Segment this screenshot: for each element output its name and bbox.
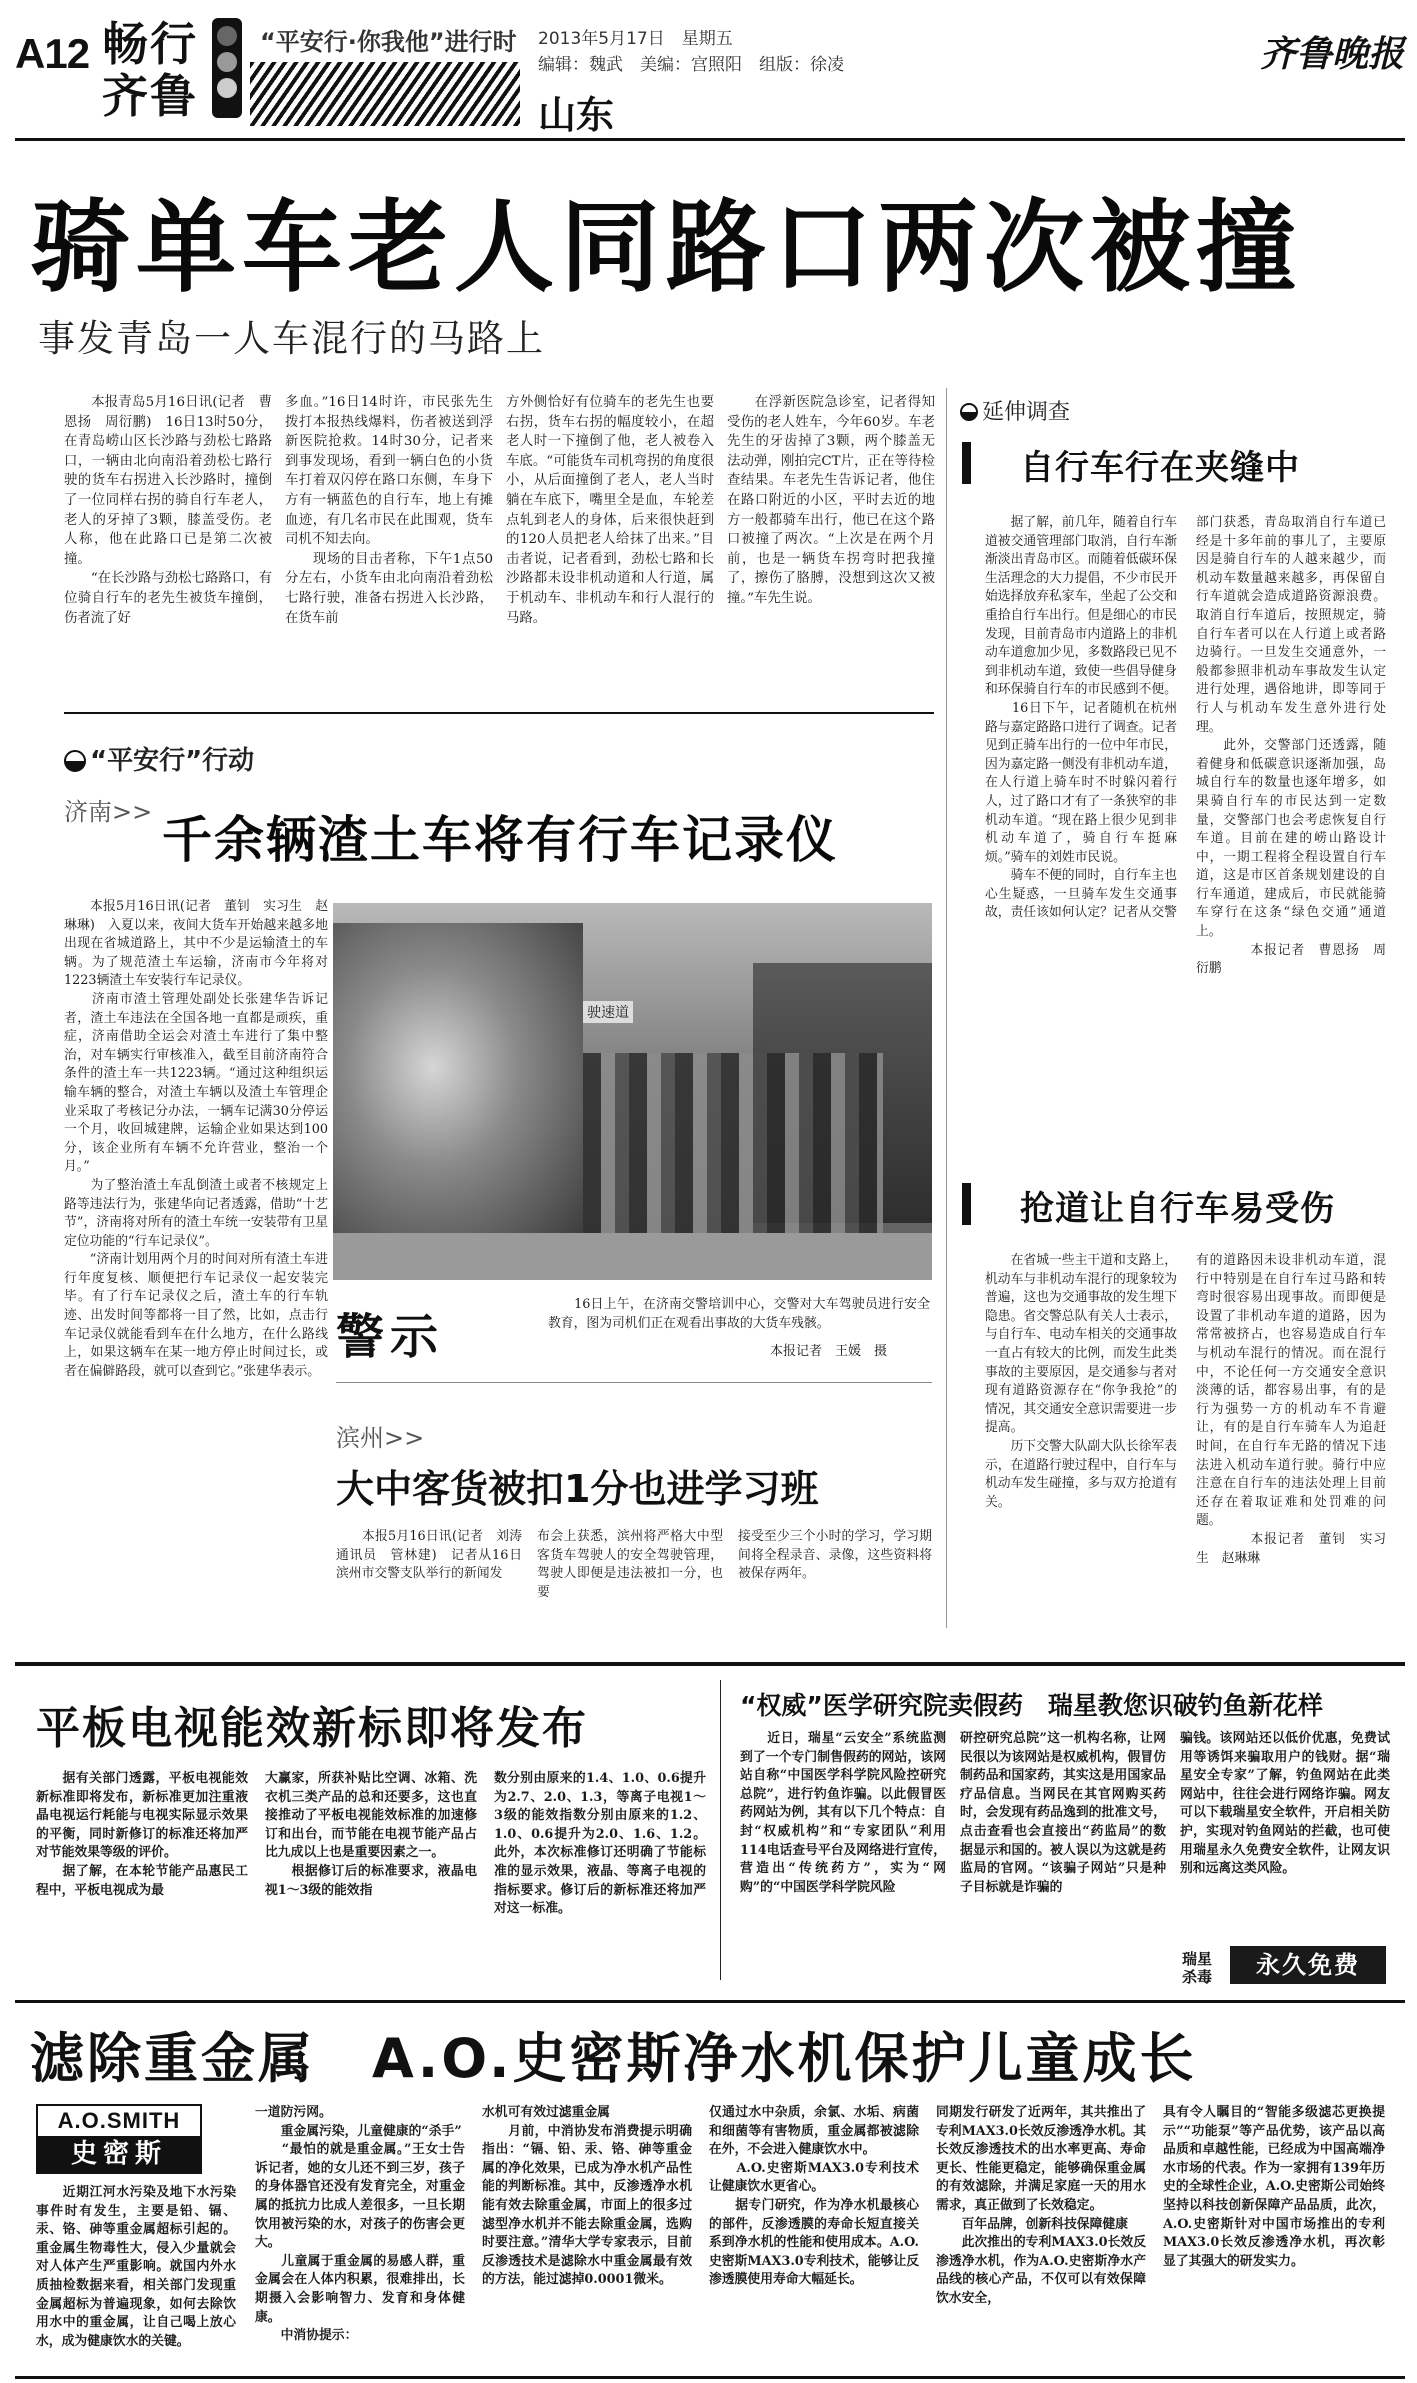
subhead-bar [962,1183,971,1225]
page-number: A12 [15,30,90,77]
extend-body-2a: 在省城一些主干道和支路上，机动车与非机动车混行的现象较为普遍，这也为交通事故的发生埋下隐患。省交警总队有关人士表示，与自行车、电动车相关的交通事故一直占有较大的比例，而发生此类事故的主要原因，是交通参与者对现有道路资源存在“你争我抢”的情况，其交通安全意识需要进一步提高。 历下交警大队副大队长徐军表示，在道路行驶过程中，自行车与机动车发生碰撞，多与双方抢道有关。 [985,1253,1177,1510]
binzhou-headline: 大中客货被扣1分也进学习班 [336,1467,819,1511]
ad-mid-rule [15,2000,1405,2003]
ad3-title: 滤除重金属 A.O.史密斯净水机保护儿童成长 [30,2027,1197,2090]
traffic-light-icon [212,18,242,118]
ad3-logo-bottom: 史密斯 [70,2139,167,2169]
column-divider [946,388,947,1628]
masthead-rule [15,138,1405,141]
tag-bullet-icon [960,403,978,421]
lead-column-3: 方外侧恰好有位骑车的老先生也要右拐，货车右拐的幅度较小，在超老人时一下撞倒了他，老人被卷入车底。“可能货车司机弯拐的角度很小，从后面撞倒了老人，老人当时躺在车底下，嘴里全是血，车轮差点轧到老人的身体，后来很快赶到的120人员把老人给抹了出来。”目击者说，记者看到，劲松七路和长沙路都未设非机动道和人行道，属于机动车、非机动车和行人混行的马路。 [506,395,714,626]
binzhou-column-3: 接受至少三个小时的学习，学习期间将全程录音、录像，这些资料将被保存两年。 [738,1529,932,1582]
pingan-place: 济南>> [64,798,153,826]
photo-sign-label: 驶速道 [583,1001,633,1023]
section-name: 畅行齐鲁 [102,17,198,123]
column-tag: “平安行·你我他”进行时 [260,28,517,56]
lead-column-1: 本报青岛5月16日讯(记者 曹恩扬 周衍鹏) 16日13时50分，在青岛崂山区长沙路与劲松七路路口，一辆由北向南沿着劲松七路行驶的货车右拐进入长沙路时，撞倒了一位同样右拐的骑自行车老人，老人的牙掉了3颗，膝盖受伤。老人称，他在此路口已是第二次被撞。 “在长沙路与劲松七路路口，有位骑自行车的老先生被货车撞倒，伤者流了好 [64,395,272,626]
ad3-column-2: 一道防污网。 重金属污染，儿童健康的“杀手” “最怕的就是重金属。”王女士告诉记者，她的女儿还不到三岁，孩子的身体器官还没有发育完全，对重金属的抵抗力比成人差很多，一旦长期饮用被污染的水，对孩子的伤害会更大。 儿童属于重金属的易感人群，重金属会在人体内积累，很难排出，长期摄入会影响智力、发育和身体健康。 中消协提示： [255,2105,465,2344]
masthead-stripes [250,62,520,126]
truck-wreck-left [333,923,583,1243]
ad1-column-3: 数分别由原来的1.4、1.0、0.6提升为2.7、2.0、1.3，等离子电视1～3级的能效指数分别由原来的1.2、1.0、0.6提升为2.0、1.6、1.2。此外，本次标准修订还明确了节能标准的显示效果，液晶、等离子电视的指标要求。修订后的新标准还将加严对这一标准。 [494,1771,706,1917]
extend-tag: 延伸调查 [960,395,1070,426]
lead-column-4: 在浮新医院急诊室，记者得知受伤的老人姓车，今年60岁。车老先生的牙齿掉了3颗，两个膝盖无法动弹，刚拍完CT片，正在等待检查结果。车老先生告诉记者，他住在路口附近的小区，平时去近的地方一般都骑车出行，他已在这个路口被撞了两次。“上次是在两个月前，也是一辆货车拐弯时把我撞了，擦伤了胳膊，没想到这次又被撞。”车先生说。 [727,395,935,606]
extend-subhead-2: 抢道让自行车易受伤 [1020,1189,1335,1229]
ad1-title: 平板电视能效新标即将发布 [36,1703,588,1754]
ad3-column-5: 同期发行研发了近两年，其共推出了专利MAX3.0长效反渗透净水机。其长效反渗透技术的出水率更高、寿命更长、性能更稳定，能够确保重金属的有效滤除，并满足家庭一天的用水需求，真正做到了长效稳定。 百年品牌，创新科技保障健康 此次推出的专利MAX3.0长效反渗透净水机，作为A.O.史密斯净水产品线的核心产品，不仅可以有效保障饮水安全， [936,2105,1146,2306]
ad2-column-2: 研控研究总院”这一机构名称，让网民很以为该网站是权威机构，假冒仿制药品和国家药，其实这是用国家品疗品信息。当网民在其官网购买药时，会发现有药品逸到的批准文号，点击查看也会直接出“药监局”的数据显示和国的。被人误以为这就是药监局的官网。“该骗子网站”只是种子目标就是诈骗的 [960,1731,1166,1895]
extend-body-2b: 有的道路因未设非机动车道，混行中特别是在自行车过马路和转弯时很容易出现事故。而即便是设置了非机动车道的道路，因为常常被挤占，也容易造成自行车与机动车混行的情况。而在混行中，不论任何一方交通安全意识淡薄的话，都容易出事，有的是行为强势一方的机动车不肯避让，有的是自行车骑车人为追赶时间，在自行车无路的情况下违法进入机动车道行驶。骑行中应注意在自行车的违法处理上目前还存在着取证难和处罚难的问题。 本报记者 董钊 实习生 赵琳琳 [1196,1253,1386,1566]
lead-subheadline: 事发青岛一人车混行的马路上 [38,317,545,360]
masthead [0,0,1417,150]
ad3-column-4: 仅通过水中杂质，余氯、水垢、病菌和细菌等有害物质，重金属都被滤除在外，不会进入健康饮水中。 A.O.史密斯MAX3.0专利技术让健康饮水更省心。 据专门研究，作为净水机最核心的部件，反渗透膜的寿命长短直接关系到净水机的性能和使用成本。A.O.史密斯MAX3.0专利技术，能够让反渗透膜使用寿命大幅延长。 [709,2105,919,2288]
ad1-column-2: 大赢家，所获补贴比空调、冰箱、洗衣机三类产品的总和还要多，这也直接推动了平板电视能效标准的加速修订和出台，而节能在电视节能产品占比九成以上也是重要因素之一。 根据修订后的标准要求，液晶电视1～3级的能效指 [265,1771,477,1898]
extend-subhead-1: 自行车行在夹缝中 [1020,448,1300,488]
pingan-headline: 千余辆渣土车将有行车记录仪 [162,811,838,869]
subhead-bar [962,442,971,484]
ad2-logo: 永久免费 [1230,1946,1386,1984]
binzhou-column-1: 本报5月16日讯(记者 刘涛 通讯员 管林建) 记者从16日滨州市交警支队举行的新闻发 [336,1529,535,1582]
ad2-column-3: 骗钱。该网站还以低价优惠，免费试用等诱饵来骗取用户的钱财。据“瑞星安全专家”了解，钓鱼网站在此类网站中，往往会进行网络诈骗。网友可以下载瑞星安全软件，开启相关防护，实现对钓鱼网站的拦截，也可使用瑞星永久免费安全软件，让网友识别和远离这类风险。 [1180,1731,1390,1877]
crowd [583,1053,883,1233]
ad1-column-1: 据有关部门透露，平板电视能效新标准即将发布，新标准更加注重液晶电视运行耗能与电视实际显示效果的平衡，同时新修订的标准还将加严对节能效果等级的评价。 据了解，在本轮节能产品惠民工程中，平板电视成为最 [36,1771,248,1898]
photo-caption: 16日上午，在济南交警培训中心，交警对大车驾驶员进行安全教育，图为司机们正在观看出事故的大货车残骸。 [548,1297,930,1331]
issue-date: 2013年5月17日 星期五 [538,29,733,49]
photo-rule [336,1382,932,1383]
binzhou-column-2: 布会上获悉，滨州将严格大中型客货车驾驶人的安全驾驶管理，驾驶人即便是违法被扣一分，也要 [537,1529,723,1600]
ad-frame-bottom [15,2376,1405,2379]
paper-logo: 齐鲁晚报 [1260,33,1405,75]
warning-photo [333,903,932,1280]
lead-headline: 骑单车老人同路口两次被撞 [30,189,1302,306]
photo-title: 警示 [336,1309,445,1365]
ad2-column-1: 近日，瑞星“云安全”系统监测到了一个专门制售假药的网站，该网站自称“中国医学科学院风险控研究总院”，进行钓鱼诈骗。以此假冒医药网站为例，其有以下几个特点：自封“权威机构”和“专家团队”利用114电话查号平台及网络进行宣传，营造出“传统药方”，实为“网购”的“中国医学科学院风险 [740,1731,946,1895]
ad2-title: “权威”医学研究院卖假药 瑞星教您识破钓鱼新花样 [740,1691,1323,1720]
pingan-tag: “平安行”行动 [64,740,254,777]
ground [333,1233,932,1280]
binzhou-place: 滨州>> [336,1424,425,1452]
extend-body-1b: 部门获悉，青岛取消自行车道已经是十多年前的事儿了，主要原因是骑自行车的人越来越少，而机动车数量越来越多，再保留自行车道就会造成道路资源浪费。取消自行车道后，按照规定，骑自行车者可以在人行道上或者路边骑行。一旦发生交通意外，一般都参照非机动车事故发生认定进行处理，遇俗地讲，即等同于行人与机动车发生意外进行处理。 此外，交警部门还透露，随着健身和低碳意识逐渐加强，岛城自行车的数量也逐年增多，如果骑自行车的市民达到一定数量，交警部门也会考虑恢复自行车道。目前在建的崂山路设计中，一期工程将全程设置自行车道，这是市区首条规划建设的自行车通道，建成后，市民就能骑车穿行在这条“绿色交通”通道上。 本报记者 曹恩扬 周衍鹏 [1196,515,1386,977]
ad3-logo-top: A.O.SMITH [38,2106,200,2136]
lead-bottom-rule [64,712,934,714]
ad-frame-top [15,1662,1405,1666]
extend-body-1a: 据了解，前几年，随着自行车道被交通管理部门取消，自行车渐渐淡出青岛市区。而随着低碳环保生活理念的大力提倡，不少市民开始选择放弃私家车，坐起了公交和重拾自行车出行。但是细心的市民发现，目前青岛市内道路上的非机动车道愈加少见，多数路段已见不到非机动车道，致使一些倡导健身和环保骑自行车的市民感到不便。 16日下午，记者随机在杭州路与嘉定路路口进行了调查。记者见到正骑车出行的一位中年市民，因为嘉定路一侧没有非机动车道，在人行道上骑车时不时躲闪着行人，过了路口才有了一条狭窄的非机动车道。“现在路上很少见到非机动车道了，骑自行车挺麻烦。”骑车的刘姓市民说。 骑车不便的同时，自行车主也心生疑惑，一旦骑车发生交通事故，责任该如何认定？记者从交警 [985,515,1177,921]
ad-divider [720,1680,721,1980]
staff-credits: 编辑：魏武 美编：宫照阳 组版：徐凌 [538,55,844,75]
ad3-column-6: 具有令人瞩目的“智能多级滤芯更换提示”“功能泵”等产品优势，该产品以高品质和卓越性能，已经成为中国高端净水市场的代表。作为一家拥有139年历史的全球性企业，A.O.史密斯公司始终坚持以科技创新保障产品品质，此次，A.O.史密斯针对中国市场推出的专利MAX3.0长效反渗透净水机，再次彰显了其强大的研发实力。 [1163,2105,1385,2269]
pingan-body: 本报5月16日讯(记者 董钊 实习生 赵琳琳) 入夏以来，夜间大货车开始越来越多地出现在省城道路上，其中不少是运输渣土的车辆。为了规范渣土车运输，济南市今年将对1223辆渣土车安装行车记录仪。 济南市渣土管理处副处长张建华告诉记者，渣土车违法在全国各地一直都是顽疾，重症，济南借助全运会对渣土车进行了集中整治，对车辆实行审核准入，截至目前济南符合条件的渣土车一共1223辆。“通过这种组织运输车辆的整合，对渣土车辆以及渣土车管理企业采取了考核记分办法，一辆车记满30分停运一个月，收回城建牌，运输企业如果达到100分，该企业所有车辆不允许营业，整治一个月。” 为了整治渣土车乱倒渣土或者不核规定上路等违法行为，张建华向记者透露，借助“十艺节”，济南将对所有的渣土车统一安装带有卫星定位功能的“行车记录仪”。 “济南计划用两个月的时间对所有渣土车进行年度复核、顺便把行车记录仪一起安装完毕。有了行车记录仪之后，渣土车的行车轨迹、出发时间等都将一目了然，比如，点击行车记录仪就能看到车在什么地方，在什么路线上，如果这辆车在某一地方停止时间过长，或者在偏僻路段，就可以查到它。”张建华表示。 [64,899,328,1379]
tag-bullet-icon [64,750,86,772]
photo-credit: 本报记者 王媛 摄 [770,1344,888,1359]
ad2-brand: 瑞星杀毒 [1182,1950,1213,1986]
region-label: 山东 [538,93,615,137]
ad3-logo [36,2104,202,2174]
lead-column-2: 多血。”16日14时许，市民张先生拨打本报热线爆料，伤者被送到浮新医院抢救。14时30分，记者来到事发现场，看到一辆白色的小货车打着双闪停在路口东侧，车身下方有一辆蓝色的自行车，地上有摊血迹，有几名市民在此围观，货车司机不知去向。 现场的目击者称，下午1点50分左右，小货车由北向南沿着劲松七路行驶，准备右拐进入长沙路，在货车前 [285,395,493,626]
ad3-column-3: 水机可有效过滤重金属 月前，中消协发布消费提示明确指出：“镉、铅、汞、铬、砷等重金属的净化效果，已成为净水机产品性能的判断标准。其中，反渗透净水机能有效去除重金属，市面上的很多过滤型净水机并不能去除重金属，选购时要注意。”清华大学专家表示，目前反渗透技术是滤除水中重金属最有效的方法，能过滤掉0.0001微米。 [482,2105,692,2288]
ad3-column-1: 近期江河水污染及地下水污染事件时有发生，主要是铅、镉、汞、铬、砷等重金属超标引起的。重金属生物毒性大，侵入少量就会对人体产生严重影响。就国内外水质抽检数据来看，相关部门发现重金属超标为普遍现象，如何去除饮用水中的重金属，让自己喝上放心水，成为健康饮水的关键。 [36,2185,236,2349]
